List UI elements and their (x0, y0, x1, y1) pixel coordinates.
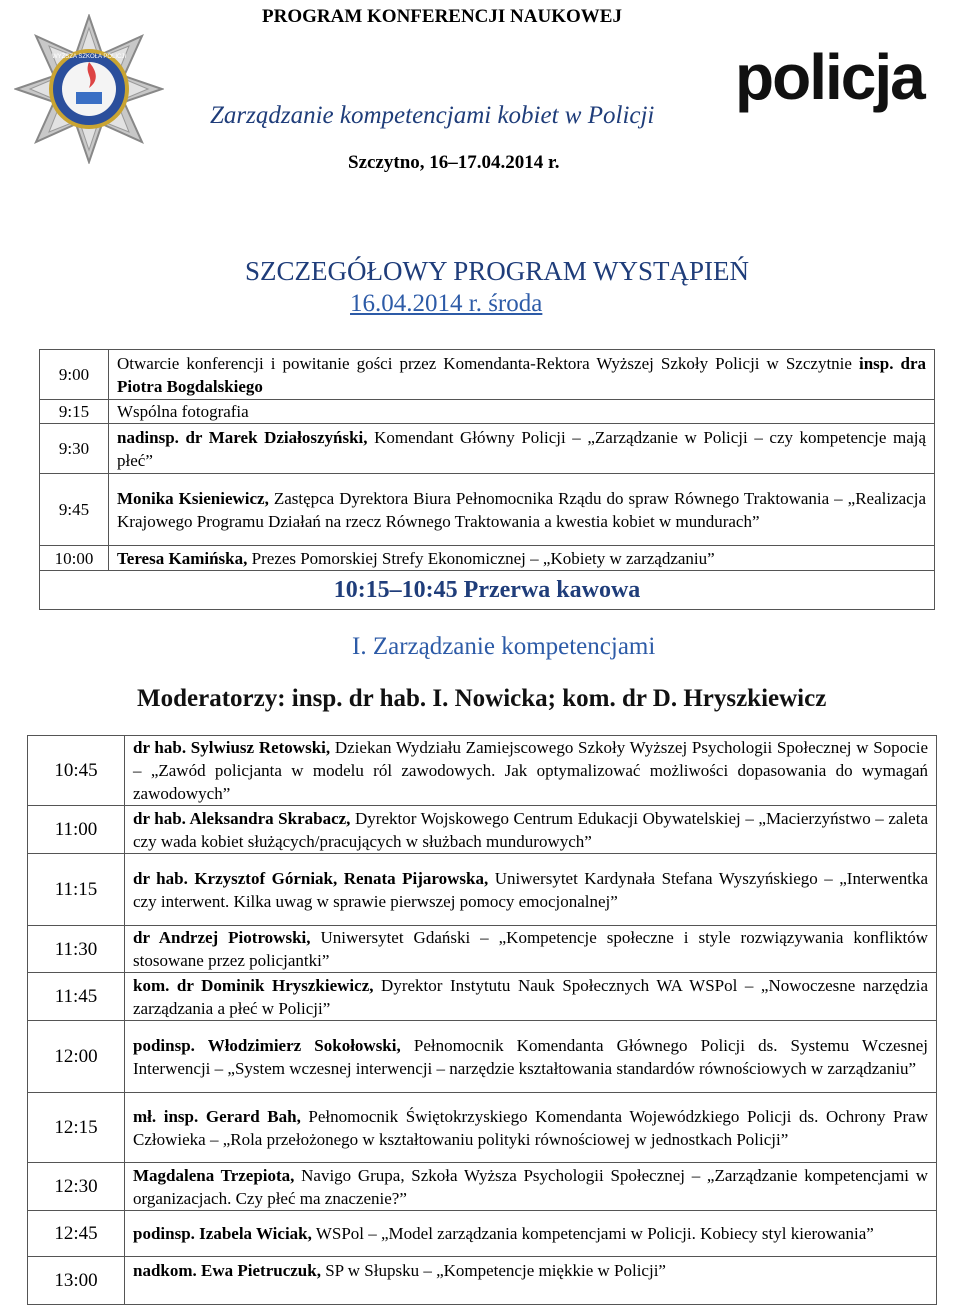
desc-cell (109, 400, 935, 424)
table-row (40, 424, 935, 474)
time-cell: 11:45 (28, 973, 125, 1021)
table-row (28, 1021, 937, 1093)
time-cell: 11:30 (28, 926, 125, 973)
logo-text: policja (735, 41, 924, 113)
desc-cell (109, 546, 935, 571)
table-row (40, 400, 935, 424)
desc-text: Otwarcie konferencji i powitanie gości przez Komendanta-Rektora Wyższej Szkoły Policji w Szczytnie (117, 353, 859, 373)
time-cell: 12:15 (28, 1093, 125, 1163)
day-heading: 16.04.2014 r. środa (350, 290, 543, 317)
program-title: PROGRAM KONFERENCJI NAUKOWEJ (262, 6, 622, 27)
desc-bold: dr hab. Sylwiusz Retowski, (133, 738, 331, 757)
time-cell: 9:45 (40, 474, 109, 546)
desc-text: Pełnomocnik Komendanta Głównego Policji ds. Systemu Wczesnej Interwencji – „System wczesnej interwencji – narzędzie kształtowania standardów równościowych w zarządzaniu” (133, 1035, 928, 1078)
table-row (28, 736, 937, 806)
desc-bold: dr hab. Aleksandra Skrabacz, (133, 808, 351, 828)
desc-bold: mł. insp. Gerard Bah, (133, 1106, 301, 1126)
desc-bold: nadinsp. dr Marek Działoszyński, (117, 427, 368, 447)
desc-text: Uniwersytet Gdański – „Kompetencje społeczne i style rozwiązywania konfliktów stosowane przez policjantki” (133, 928, 928, 970)
table-row (28, 1257, 937, 1305)
policja-logo (735, 40, 957, 120)
table-row (40, 571, 935, 610)
desc-bold: Teresa Kamińska, (117, 548, 248, 568)
table-row (28, 806, 937, 854)
table-row (28, 926, 937, 973)
desc-text: Komendant Główny Policji – „Zarządzanie w Policji – czy kompetencje mają płeć” (117, 427, 927, 470)
talks-schedule (27, 735, 937, 1305)
table-row (40, 350, 935, 400)
time-cell: 9:00 (40, 350, 109, 400)
desc-text: Wspólna fotografia (117, 402, 249, 421)
desc-cell (125, 926, 937, 973)
desc-bold: Magdalena Trzepiota, (133, 1165, 295, 1185)
session-title: I. Zarządzanie kompetencjami (352, 633, 656, 660)
desc-cell (125, 1257, 937, 1305)
table-row (28, 1211, 937, 1257)
desc-bold: podinsp. Włodzimierz Sokołowski, (133, 1035, 401, 1055)
desc-cell (109, 424, 935, 474)
time-cell: 9:15 (40, 400, 109, 424)
desc-bold: insp. dra Piotra Bogdalskiego (117, 353, 926, 396)
desc-text: Pełnomocnik Świętokrzyskiego Komendanta Wojewódzkiego Policji ds. Ochrony Praw Człowieka – „Rola przełożonego w kształtowaniu polityki równościowej w jednostkach Policji” (133, 1106, 928, 1149)
time-cell: 10:45 (28, 736, 125, 806)
desc-text: Zastępca Dyrektora Biura Pełnomocnika Rządu do spraw Równego Traktowania – „Realizacja Krajowego Programu Działań na rzecz Równego Traktowania a kwestia kobiet w mundurach” (117, 488, 926, 531)
desc-bold: kom. dr Dominik Hryszkiewicz, (133, 975, 374, 995)
table-row (28, 1163, 937, 1211)
desc-text: WSPol – „Model zarządzania kompetencjami w Policji. Kobiecy styl kierowania” (311, 1224, 874, 1243)
desc-bold: podinsp. Izabela Wiciak, (133, 1224, 312, 1243)
desc-cell (125, 736, 937, 806)
desc-cell (125, 1093, 937, 1163)
coffee-break: 10:15–10:45 Przerwa kawowa (40, 571, 935, 610)
time-cell: 12:45 (28, 1211, 125, 1257)
desc-cell (109, 350, 935, 400)
time-cell: 9:30 (40, 424, 109, 474)
desc-text: Prezes Pomorskiej Strefy Ekonomicznej – „Kobiety w zarządzaniu” (247, 548, 715, 568)
police-academy-badge-icon (14, 14, 164, 164)
desc-text: Dyrektor Instytutu Nauk Społecznych WA WSPol – „Nowoczesne narzędzia zarządzania a płeć w Policji” (133, 975, 928, 1018)
time-cell: 12:00 (28, 1021, 125, 1093)
desc-bold: Monika Ksieniewicz, (117, 488, 269, 508)
table-row (28, 854, 937, 926)
table-row (40, 474, 935, 546)
desc-text: Uniwersytet Kardynała Stefana Wyszyńskiego – „Interwentka czy interwent. Kilka uwag w sprawie pierwszej pomocy emocjonalnej” (133, 868, 928, 911)
time-cell: 10:00 (40, 546, 109, 571)
desc-bold: dr Andrzej Piotrowski, (133, 928, 311, 947)
desc-cell (125, 1163, 937, 1211)
desc-cell (125, 1021, 937, 1093)
table-row (40, 546, 935, 571)
desc-bold: dr hab. Krzysztof Górniak, Renata Pijarowska, (133, 868, 489, 888)
desc-text: Dyrektor Wojskowego Centrum Edukacji Obywatelskiej – „Macierzyństwo – zaleta czy wada kobiet służących/pracujących w służbach mundurowych” (133, 808, 928, 851)
desc-text: Dziekan Wydziału Zamiejscowego Szkoły Wyższej Psychologii Społecznej w Sopocie – „Zawód policjanta w modelu ról zawodowych. Jak optymalizować możliwości dopasowania do wymagań zawodowych” (133, 738, 928, 803)
desc-cell (109, 474, 935, 546)
conference-title: Zarządzanie kompetencjami kobiet w Policji (210, 102, 655, 129)
place-date: Szczytno, 16–17.04.2014 r. (348, 152, 560, 173)
time-cell: 13:00 (28, 1257, 125, 1305)
table-row (28, 1093, 937, 1163)
table-row (28, 973, 937, 1021)
header (0, 0, 960, 215)
desc-cell (125, 806, 937, 854)
desc-cell (125, 973, 937, 1021)
section-heading: SZCZEGÓŁOWY PROGRAM WYSTĄPIEŃ (245, 256, 750, 286)
desc-cell (125, 854, 937, 926)
desc-text: Navigo Grupa, Szkoła Wyższa Psychologii Społecznej – „Zarządzanie kompetencjami w organizacjach. Czy płeć ma znaczenie?” (133, 1165, 928, 1208)
time-cell: 11:00 (28, 806, 125, 854)
morning-schedule (39, 349, 935, 610)
time-cell: 11:15 (28, 854, 125, 926)
time-cell: 12:30 (28, 1163, 125, 1211)
desc-cell (125, 1211, 937, 1257)
desc-text: SP w Słupsku – „Kompetencje miękkie w Policji” (320, 1261, 666, 1280)
svg-text:WYŻSZA SZKOŁA POLICJI: WYŻSZA SZKOŁA POLICJI (51, 54, 127, 60)
desc-bold: nadkom. Ewa Pietruczuk, (133, 1261, 321, 1280)
session-moderators: Moderatorzy: insp. dr hab. I. Nowicka; kom. dr D. Hryszkiewicz (137, 685, 827, 712)
